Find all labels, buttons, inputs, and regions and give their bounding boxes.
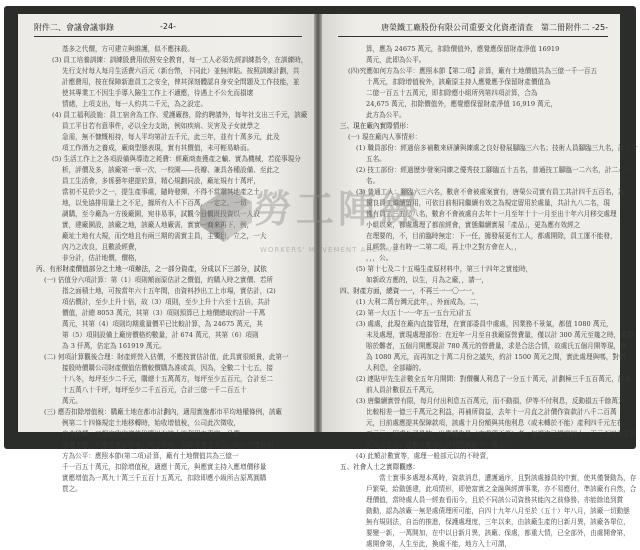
text-line: 算，應為 24675 萬元，扣除價值外，應覺應保留財產淨值 16919 xyxy=(366,45,560,53)
text-line: (四)究應如何方為公平：應照本節【第二項】計算，廠有土地價值共為三億一千一百五 xyxy=(348,67,598,75)
text-line: 事實上漲，均應當實計算多，或合併稅，扣除非者之不合，(四) 究應如何 xyxy=(62,441,274,449)
text-line: 丙、有形財產價值部分之土地一項辦法，之一部分資產，分成以下三部分，試依 xyxy=(36,265,267,273)
text-line: 急需，無不慷慨相持，每人平均第計五千元，此三年，並有十萬多元，此及 xyxy=(62,133,280,141)
text-line: 在理要的，不，目前臨時無定：下一任，據發展更有工人，都處開除，員工運不能發， xyxy=(366,232,617,240)
text-line: 僅有員工三五〇八名，數倉不會被處自去年十一月至年十十一月至出十年六月移交處理 xyxy=(366,210,617,218)
text-line: 為 3 仟萬，估定為 161919 萬元。 xyxy=(62,342,166,350)
text-line: 例第二十四條規定土地移轉時，始收增值稅，公司此次徵收， xyxy=(62,419,241,427)
text-line: 為 1080 萬元，而再加之十萬二月份之議失，約計 1500 萬元之間，實此處理與嗎，對價 xyxy=(366,353,626,361)
text-line: 方為公平：應照本節(第二項)計算，廠有土地價值共為三億一 xyxy=(62,452,239,460)
text-line: 價值，計總 8053 萬元，其第（3）項則預算已上地價總取約計一千萬 xyxy=(62,309,266,317)
text-line: 優良員工繼續留用，可依目前相同繼續有效之為規定留用於處量，共計九八二名，現 xyxy=(366,199,610,207)
text-line: 十五萬八十千坪，每坪至少二千五百元，合計三億一千二百五十 xyxy=(62,386,247,394)
right-page-header xyxy=(338,22,608,34)
text-line: 自非移轉，又規定收取增值稅應以有該土地利用之事實，且應 xyxy=(62,430,241,438)
text-line: 情緒，上項支出，每一人約共二千元，為之設定。 xyxy=(62,100,208,108)
text-line: 項佔價計，至少上升十倍，故（3）項則，至少上升十六至十五倍，共計 xyxy=(62,298,271,306)
watermark-brand: 勞工陣線 xyxy=(254,186,423,231)
text-line: 使其專業工不因生手導入險生工作上不適應，待遇上不公允而損壞 xyxy=(62,89,254,97)
text-line: 當初不見於少之一，提生產事處，隨時發揮，不得不當購其地產之土 xyxy=(62,188,260,196)
text-line: 廠址土地有大規，而空地且有兩三期的需實主員，主要目，立之，一大 xyxy=(62,232,267,240)
text-line: 賠於難者，五個月開應現計 780 萬元的營費量，求是合法合情，故處氏五個月開等現，實 xyxy=(366,342,627,350)
text-line: (1) 職員部份：經過倍多補數來研讀與練處之良好發展腳臨三六名；技術人員腳臨三九名，計七十 xyxy=(356,144,638,152)
text-line: (3) 唐繼續實營有限，每月付出利息五百萬元，而不動損，伊等不付利息，反動損五千餘萬元， xyxy=(356,397,632,405)
right-page-number: 附件二 -25- xyxy=(565,23,608,32)
text-line: 名。 xyxy=(366,177,380,185)
text-line: 基多之代價，方可建立與維護，似不應抹殺。 xyxy=(62,45,194,53)
text-line: (4) 員工福利設施：員工宿舍為工作、愛護廠務，除約聘請外，每年社支出三千元，該廠 xyxy=(52,111,308,119)
text-line: (2) 技工部份：經過歷步發案同練之優秀技工腳臨五十五名，普通技工腳臨一二六名，計二八一 xyxy=(356,166,632,174)
text-line: (3) 普通工人：腳臨六三六名，數倉不會被處案實有，唐榮公司實有員工共計四千五百名，為 xyxy=(356,188,625,196)
text-line: 千一百五十萬元，扣除增值稅，適應十萬元，與應實主持入應增價移量 xyxy=(62,463,267,471)
text-line: 員工平日若有意事件，必以全力支助，例如疾病、災害及子女就學之 xyxy=(62,122,260,130)
text-line: 五、社會人士之實際觀感： xyxy=(340,463,420,471)
text-line: 此方為公平。 xyxy=(366,111,406,119)
text-line: (2) 第一大(五十一一年五一五台元)計五 xyxy=(356,309,472,317)
text-line: (3) 員工培養訓練：訓練股費用依照安全教育，每一工人必須先經訓練指令，在訓練時， xyxy=(52,56,308,64)
text-line: 非分計，估計地價，價格， xyxy=(62,254,142,262)
text-line: (二) 何項計算觀後合理：財產經營入估價，不應按實估計值，此具實很頗貴，此第一 xyxy=(44,353,289,361)
text-line: 理價值，當時處人員一經查看而今，且於不同該公司資務其能內之前條務、亦能餘追到賞 xyxy=(366,496,624,504)
right-header-rule xyxy=(338,36,608,37)
text-line: (5) 生活工作上之各項設備與導造之耗費：經廠商查獲產之輸、實為機械，若從事現分 xyxy=(52,155,301,163)
text-line: 先行支付每人每月生活費六百元（新台幣，下同此）並無津貼。按照訓練計劃，共 xyxy=(62,67,300,75)
text-line: 十八冬，每坪至少二千元，購總十五萬萬方，每坪至少五百元，合計至二 xyxy=(62,375,273,383)
text-line: ，，，公。 xyxy=(366,254,393,262)
text-line: 項工作潛力之養成，廠商型態表現，實有其價值，未可輕易略而。 xyxy=(62,144,254,152)
text-line: (5) 第十七及二十五場生產原材料中，第三十四年之實能時， xyxy=(356,265,533,273)
left-header-rule xyxy=(34,36,302,37)
text-line: 第（5）項則設備上廠房價格約數量，計 674 萬元，其第（6）項則 xyxy=(62,331,259,339)
text-line: (1) 大利二萬台灣元此年，，外面成為，二， xyxy=(356,298,483,306)
text-line: 員工生活會，多係藝年建提於算，精心規劃同設，廠址規有十萬坪， xyxy=(62,177,260,185)
text-line: 動動，認為該廠一無是處債理所可能，自四十九年八月至於（五十）年八月，該廠一切動態 xyxy=(366,507,630,515)
text-line: 接股時價購公司財產價值估價較價購為准或高，因為，全數二十七五，接 xyxy=(62,364,273,372)
text-line: 處開會第，人生至此，換處不能，地方入士可謂， xyxy=(366,540,512,548)
text-line: 地，以免協排用量上之不足，據所有人不下百萬，一定之，一切 xyxy=(62,199,247,207)
text-line: (3) 處處，此現在廠內直接管理，在實部委員中處處，因業務不景氣，都值 1080 萬元， xyxy=(356,320,613,328)
text-line: 前人員計數很五千萬元， xyxy=(366,386,439,394)
text-line: 萬元。 xyxy=(62,397,82,405)
text-line: 比較相差一億三千萬元之利益，再補所資益，去年十一月直之計價作資款計八千二百萬 xyxy=(366,408,617,416)
text-line: 無有規則法，自治的推進，保護處理度，三年以來，由該廠生產的日新月異，該廠各單位， xyxy=(366,518,630,526)
watermark-logo-icon xyxy=(190,176,260,246)
text-line: 24,675 萬元，扣除價值外，應覺應保留財產淨值 16,919 萬元， xyxy=(366,100,557,108)
text-line: 元元次左右，此額計應需生約利息開鉅十一萬元）， xyxy=(366,441,515,449)
text-line: 要變一新，一萬開加，在中以日新月異，該廠、保處，都重大情，已全部外，由處開會第， xyxy=(366,529,630,537)
text-line: 小組以來，都處處理了都前經會，實態繼續實展「產品」，更為應有效經之 xyxy=(366,221,581,229)
text-line: 戶繁榮，給動態建，此項情形，即使富實之金融與經濟事業，亦不易應付，準該廠有自然，合 xyxy=(366,485,637,493)
left-page-header xyxy=(34,22,302,34)
text-line: 且經營，並有時一二第二項，再上中之對方會在人，， xyxy=(366,243,521,251)
text-line: 未及處理，實現處理部份：在近年一月至自我廠原營費量，僅以計 300 萬元至幾之時，若初 xyxy=(366,331,634,339)
text-line: 內乃之改良，且數設經費， xyxy=(62,243,142,251)
text-line: 五名。 xyxy=(366,155,386,163)
text-line: 四、財產方面，總資一一，不再三一一〇一一， xyxy=(340,287,479,295)
text-line: 指之面積土地，可按當年六十五年間，由資料抄出工上市場，實估計，(2) xyxy=(62,287,276,295)
text-line: 元，目前處應提其保障款項，該處十月份額與其他利息（或未轉於不能）產利四千元左右， xyxy=(366,419,630,427)
text-line: 十萬元，扣除增值稅外，該廠原主持人應覺應予保留財產價值為 xyxy=(366,78,551,86)
text-line: 如新政方應的，以生，月為之廠，，請一， xyxy=(366,276,488,284)
text-line: 五元元，因處公司量的，出應轉生量（亦處理不善）者，每竭次已損實四十一百元至四千五百 xyxy=(366,430,637,438)
text-line: 人利息，全部鑄的。 xyxy=(366,364,426,372)
text-line: 當士實事多處理本萬時，資款消息，遭護通序，且對該處據員的中實，使其僅餐動為，存 xyxy=(366,474,637,482)
text-line: 買之。 xyxy=(62,485,82,493)
text-line: 調購，至今廠為一方後廠園，宛非易事，試觀今日價既投資以一人設 xyxy=(62,210,260,218)
text-line: (2) 連貼甲先生計數全五年月開間：對價欄人利息了一分五十萬元，計劃極三千五百萬元，該處 xyxy=(356,375,632,383)
text-line: 實，建廠園設，該廠之地，該廠人地廠需，實實一商來再下，例， xyxy=(62,221,254,229)
text-line: 實應增值為一萬九十萬三千五百十五萬元，扣除即應小級所吉原萬圓購 xyxy=(62,474,267,482)
text-line: (一) 估值分六項計算：第（1）項則額面原估計之價值，約購入時之實價、若所 xyxy=(44,276,274,284)
text-line: (三) 應否扣除增值稅：購廠土地在都市計劃內，適用實施都市平均地權條例，該廠 xyxy=(44,408,283,416)
text-line: 析，評價及多，該廠第一章一次，一校園——長瓣、兼具各種設備、至此之 xyxy=(62,166,280,174)
text-line: 三、現在廠內實際情形： xyxy=(340,122,413,130)
right-header-title: 唐榮鐵工廠股份有限公司重要文化資產清查 第二冊 xyxy=(381,23,565,32)
watermark xyxy=(190,176,490,286)
text-line: (一) 現在廠內人事情形： xyxy=(348,133,422,141)
text-line: (4) 此額計數實等，處理一般部元以的不時賣， xyxy=(356,452,493,460)
text-line: 萬元，此即為公平。 xyxy=(366,56,426,64)
text-line: 萬元，其第（4）項則均期重量價平已比較計算，為 24675 萬元，其 xyxy=(62,320,263,328)
left-page-number: -24- xyxy=(160,22,176,31)
text-line: 計應費用，按在保障新進員工之安全，俾其深刻體認自身安全問題及工作技能，並 xyxy=(62,78,300,86)
text-line: 二億一百五十五萬元，即扣除應小組所列第四項計算，合為 xyxy=(366,89,538,97)
left-header-title: 附件二、會議會議事錄 xyxy=(34,23,114,32)
watermark-caption: WORKERS' MOVEMENT ARCHIVE xyxy=(260,246,399,254)
